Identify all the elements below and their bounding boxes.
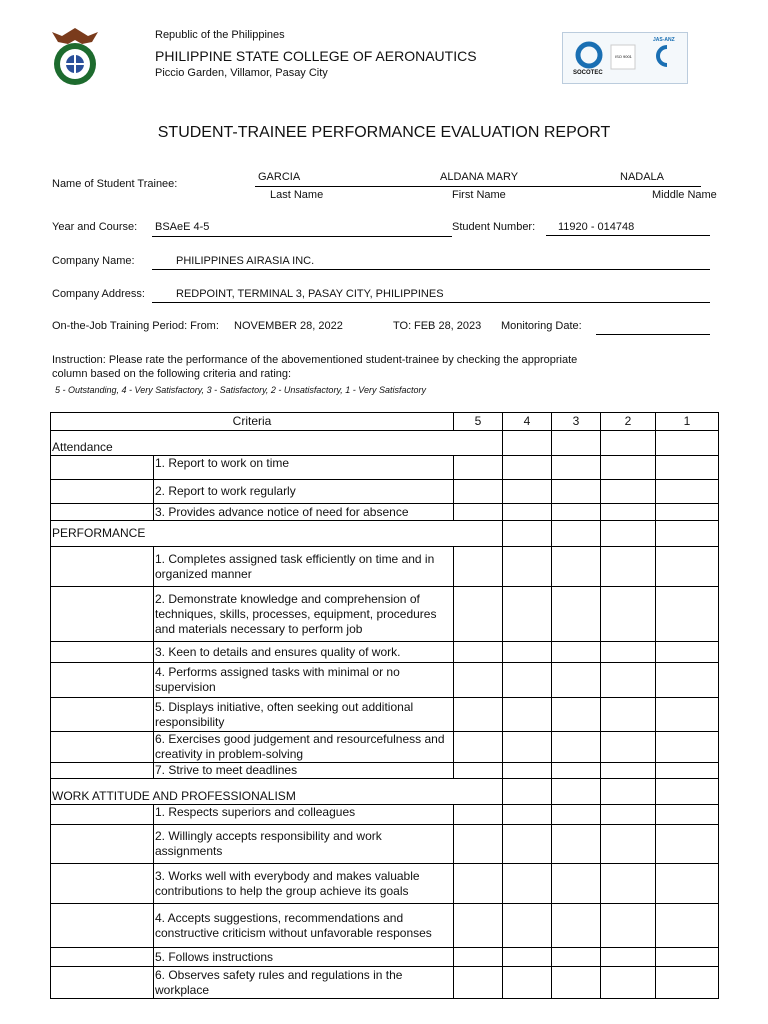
monitoring-date-label: Monitoring Date: [501, 320, 582, 332]
rating-cell[interactable] [552, 967, 601, 999]
rating-cell[interactable] [656, 967, 719, 999]
rating-cell[interactable] [601, 456, 656, 480]
section-row-performance [51, 521, 719, 547]
rating-cell[interactable] [656, 864, 719, 904]
rating-cell[interactable] [454, 480, 503, 504]
rating-cell[interactable] [503, 967, 552, 999]
student-number-value: 11920 - 014748 [558, 221, 635, 233]
rating-cell[interactable] [656, 904, 719, 948]
company-name-label: Company Name: [52, 255, 135, 267]
instruction-line-2: column based on the following criteria and rating: [52, 368, 292, 380]
table-row [51, 948, 719, 967]
rating-scale: 5 - Outstanding, 4 - Very Satisfactory, 3 - Satisfactory, 2 - Unsatisfactory, 1 - Very Satisfactory [55, 385, 426, 395]
college-seal-logo [50, 26, 100, 88]
rating-cell[interactable] [656, 587, 719, 642]
rating-cell[interactable] [454, 967, 503, 999]
section-title-attendance: Attendance [51, 431, 454, 456]
criteria-text: 2. Willingly accepts responsibility and work assignments [154, 825, 454, 864]
rating-cell[interactable] [601, 642, 656, 663]
company-address-underline [152, 302, 710, 303]
table-row [51, 732, 719, 763]
rating-cell[interactable] [503, 480, 552, 504]
rating-cell[interactable] [601, 698, 656, 732]
rating-cell[interactable] [503, 948, 552, 967]
rating-cell[interactable] [503, 663, 552, 698]
criteria-text: 6. Observes safety rules and regulations in the workplace [154, 967, 454, 999]
rating-cell[interactable] [601, 732, 656, 763]
rating-cell[interactable] [601, 825, 656, 864]
monitoring-date-underline [596, 334, 710, 335]
section-title-attitude: WORK ATTITUDE AND PROFESSIONALISM [51, 779, 454, 805]
rating-cell[interactable] [656, 456, 719, 480]
rating-cell[interactable] [656, 805, 719, 825]
table-row [51, 904, 719, 948]
section-row-attitude [51, 779, 719, 805]
cert-logo-mark: JAS-ANZ [653, 37, 675, 43]
rating-cell[interactable] [552, 663, 601, 698]
table-header-row [51, 413, 719, 431]
table-row [51, 663, 719, 698]
criteria-text: 1. Report to work on time [154, 456, 454, 480]
year-course-label: Year and Course: [52, 221, 138, 233]
table-row [51, 967, 719, 999]
company-name-value: PHILIPPINES AIRASIA INC. [176, 255, 315, 267]
table-row [51, 763, 719, 779]
criteria-text: 1. Completes assigned task efficiently on time and in organized manner [154, 547, 454, 587]
rating-cell[interactable] [656, 698, 719, 732]
name-underline [255, 186, 701, 187]
table-row [51, 864, 719, 904]
school-name: PHILIPPINE STATE COLLEGE OF AERONAUTICS [155, 48, 477, 64]
rating-cell[interactable] [601, 587, 656, 642]
year-course-underline [152, 236, 452, 237]
cert-logo-subtext: ISO 9001 [615, 54, 632, 59]
criteria-text: 5. Displays initiative, often seeking out additional responsibility [154, 698, 454, 732]
instruction-line-1: Instruction: Please rate the performance of the abovementioned student-trainee by checking the appropriate [52, 354, 578, 366]
certification-logo [562, 32, 688, 84]
rating-header-1: 1 [656, 413, 719, 431]
table-row [51, 587, 719, 642]
rating-cell[interactable] [552, 948, 601, 967]
last-name-value: GARCIA [258, 171, 301, 183]
rating-cell[interactable] [656, 642, 719, 663]
school-address: Piccio Garden, Villamor, Pasay City [155, 67, 328, 79]
rating-cell[interactable] [454, 547, 503, 587]
rating-cell[interactable] [454, 732, 503, 763]
criteria-text: 4. Performs assigned tasks with minimal or no supervision [154, 663, 454, 698]
name-label: Name of Student Trainee: [52, 178, 178, 190]
middle-name-value: NADALA [620, 171, 665, 183]
criteria-text: 4. Accepts suggestions, recommendations and constructive criticism without unfavorable responses [154, 904, 454, 948]
rating-cell[interactable] [454, 663, 503, 698]
table-row [51, 698, 719, 732]
rating-cell[interactable] [454, 864, 503, 904]
ojt-to-value: FEB 28, 2023 [414, 320, 482, 332]
rating-cell[interactable] [656, 732, 719, 763]
rating-cell[interactable] [454, 805, 503, 825]
rating-cell[interactable] [601, 904, 656, 948]
criteria-text: 5. Follows instructions [154, 948, 454, 967]
rating-cell[interactable] [601, 805, 656, 825]
rating-cell[interactable] [454, 642, 503, 663]
rating-cell[interactable] [656, 763, 719, 779]
rating-cell[interactable] [503, 904, 552, 948]
criteria-header: Criteria [51, 413, 454, 431]
rating-cell[interactable] [552, 480, 601, 504]
criteria-text: 3. Works well with everybody and makes valuable contributions to help the group achieve its goals [154, 864, 454, 904]
rating-cell[interactable] [454, 698, 503, 732]
rating-cell[interactable] [601, 547, 656, 587]
section-title-performance: PERFORMANCE [51, 521, 454, 547]
first-name-value: ALDANA MARY [440, 171, 519, 183]
company-address-label: Company Address: [52, 288, 145, 300]
last-name-label: Last Name [270, 189, 324, 201]
table-row [51, 547, 719, 587]
criteria-text: 6. Exercises good judgement and resourcefulness and creativity in problem-solving [154, 732, 454, 763]
rating-header-4: 4 [503, 413, 552, 431]
student-number-label: Student Number: [452, 221, 536, 233]
rating-cell[interactable] [656, 825, 719, 864]
table-row [51, 456, 719, 480]
rating-cell[interactable] [503, 547, 552, 587]
table-row [51, 642, 719, 663]
criteria-text: 1. Respects superiors and colleagues [154, 805, 454, 825]
criteria-text: 2. Demonstrate knowledge and comprehension of techniques, skills, processes, equipment, procedures and materials necessary to perform job [154, 587, 454, 642]
middle-name-label: Middle Name [652, 189, 717, 201]
table-row [51, 825, 719, 864]
rating-cell[interactable] [552, 805, 601, 825]
student-number-underline [546, 235, 710, 236]
rating-cell[interactable] [503, 864, 552, 904]
rating-cell[interactable] [503, 504, 552, 521]
rating-cell[interactable] [601, 480, 656, 504]
rating-cell[interactable] [454, 904, 503, 948]
rating-cell[interactable] [552, 825, 601, 864]
rating-cell[interactable] [454, 504, 503, 521]
rating-cell[interactable] [552, 547, 601, 587]
cert-logo-text: SOCOTEC [573, 70, 603, 76]
rating-cell[interactable] [601, 948, 656, 967]
rating-cell[interactable] [454, 825, 503, 864]
rating-cell[interactable] [656, 948, 719, 967]
rating-cell[interactable] [656, 663, 719, 698]
rating-cell[interactable] [552, 864, 601, 904]
rating-cell[interactable] [503, 456, 552, 480]
rating-cell[interactable] [454, 456, 503, 480]
rating-cell[interactable] [503, 805, 552, 825]
republic-text: Republic of the Philippines [155, 29, 285, 41]
rating-cell[interactable] [552, 763, 601, 779]
rating-cell[interactable] [503, 698, 552, 732]
rating-cell[interactable] [503, 642, 552, 663]
page-title: STUDENT-TRAINEE PERFORMANCE EVALUATION REPORT [157, 124, 611, 141]
rating-cell[interactable] [552, 732, 601, 763]
rating-cell[interactable] [454, 948, 503, 967]
table-row [51, 504, 719, 521]
rating-cell[interactable] [552, 642, 601, 663]
rating-header-3: 3 [552, 413, 601, 431]
table-row [51, 805, 719, 825]
rating-cell[interactable] [552, 587, 601, 642]
criteria-text: 7. Strive to meet deadlines [154, 763, 454, 779]
first-name-label: First Name [452, 189, 506, 201]
ojt-to-label: TO: [393, 320, 412, 332]
criteria-text: 2. Report to work regularly [154, 480, 454, 504]
rating-cell[interactable] [552, 504, 601, 521]
criteria-text: 3. Keen to details and ensures quality of work. [154, 642, 454, 663]
company-name-underline [152, 269, 710, 270]
evaluation-table [50, 412, 719, 999]
rating-cell[interactable] [503, 763, 552, 779]
table-row [51, 480, 719, 504]
rating-cell[interactable] [503, 732, 552, 763]
rating-cell[interactable] [552, 456, 601, 480]
ojt-from-value: NOVEMBER 28, 2022 [234, 320, 343, 332]
rating-cell[interactable] [601, 864, 656, 904]
rating-cell[interactable] [503, 825, 552, 864]
rating-cell[interactable] [503, 587, 552, 642]
rating-header-5: 5 [454, 413, 503, 431]
rating-cell[interactable] [656, 480, 719, 504]
ojt-period-label: On-the-Job Training Period: From: [52, 320, 219, 332]
year-course-value: BSAeE 4-5 [155, 221, 210, 233]
rating-cell[interactable] [454, 587, 503, 642]
rating-cell[interactable] [552, 698, 601, 732]
rating-cell[interactable] [601, 967, 656, 999]
section-row-attendance [51, 431, 719, 456]
rating-cell[interactable] [601, 763, 656, 779]
rating-cell[interactable] [454, 763, 503, 779]
rating-cell[interactable] [552, 904, 601, 948]
rating-cell[interactable] [601, 663, 656, 698]
rating-cell[interactable] [656, 547, 719, 587]
company-address-value: REDPOINT, TERMINAL 3, PASAY CITY, PHILIPPINES [176, 288, 444, 300]
rating-cell[interactable] [601, 504, 656, 521]
rating-header-2: 2 [601, 413, 656, 431]
rating-cell[interactable] [656, 504, 719, 521]
criteria-text: 3. Provides advance notice of need for absence [154, 504, 454, 521]
